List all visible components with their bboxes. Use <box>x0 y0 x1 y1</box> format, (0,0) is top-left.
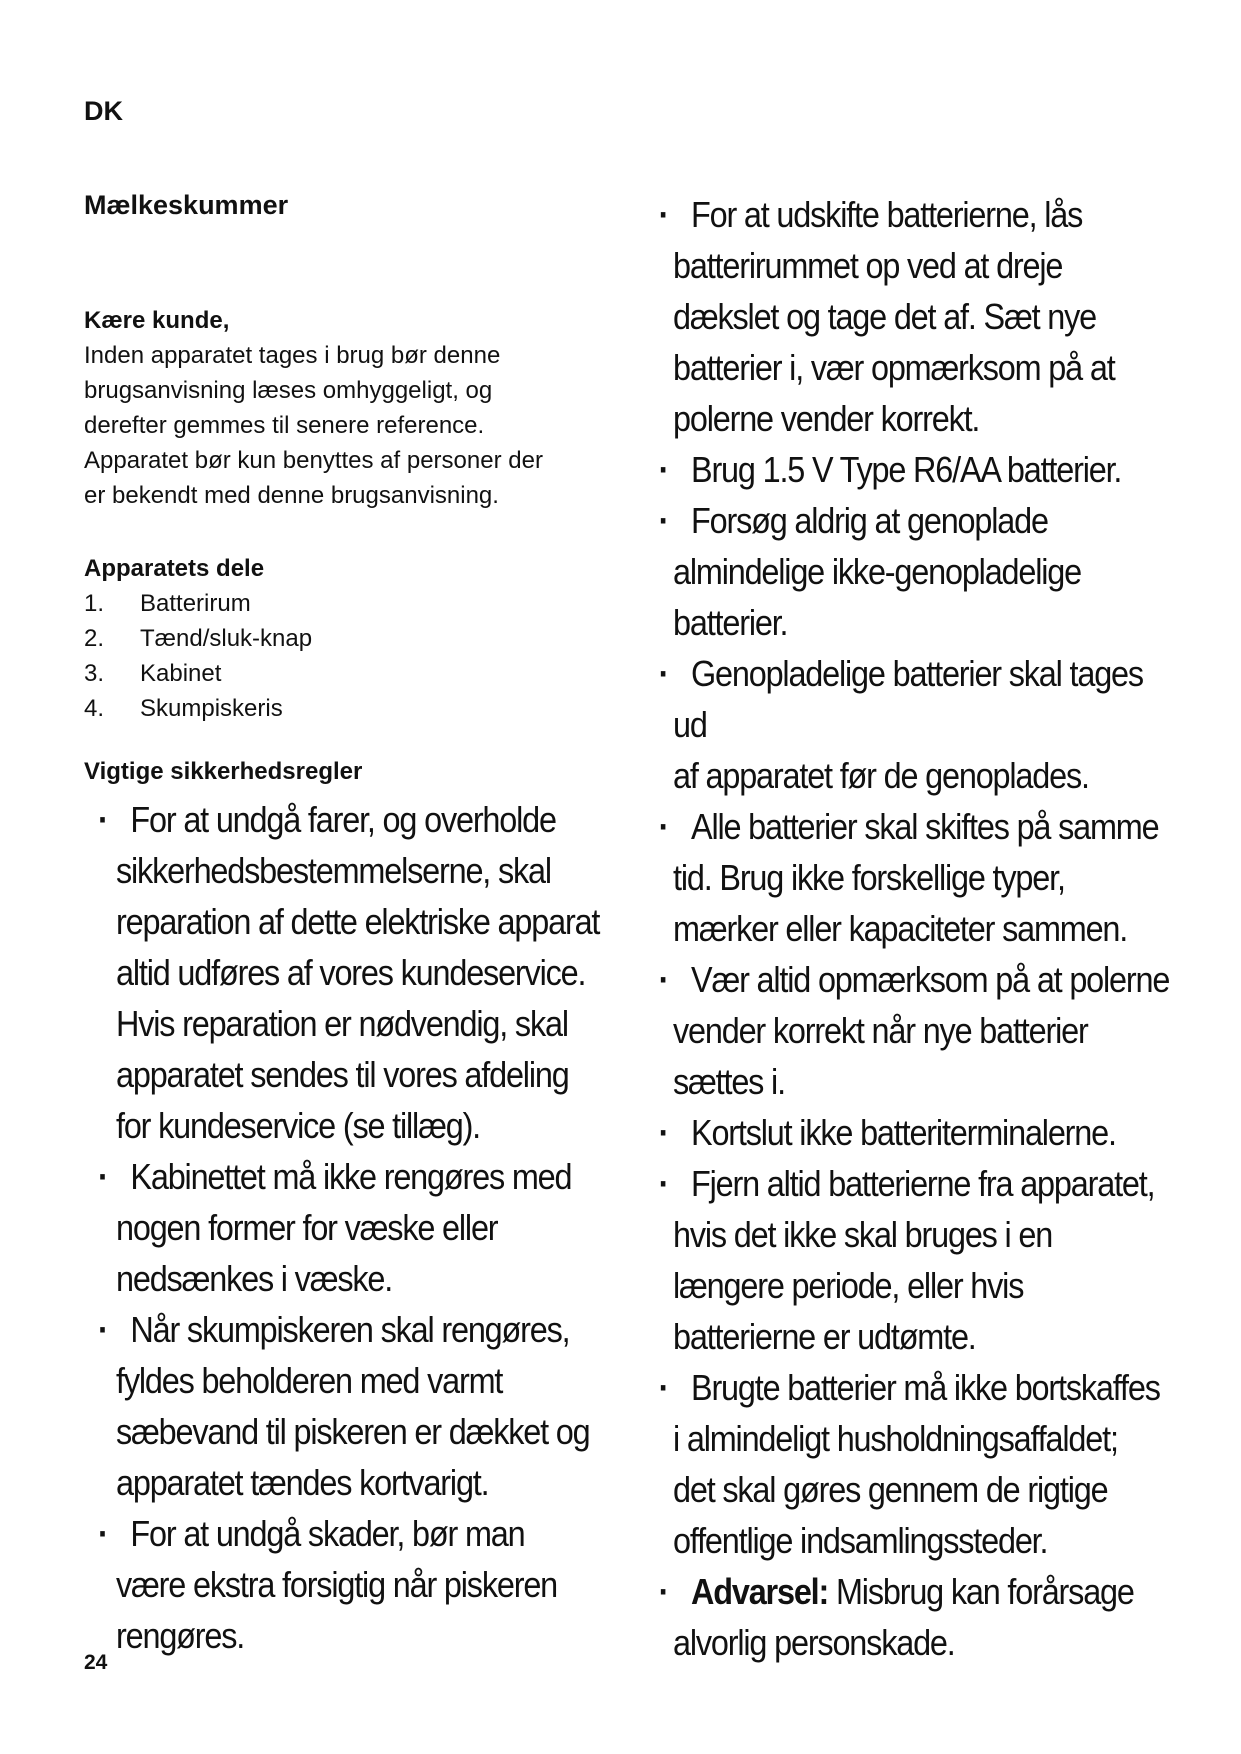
parts-item-label: Batterirum <box>140 590 251 617</box>
safety-rule-text: Brugte batterier må ikke bortskaffes i almindeligt husholdningsaffaldet; det skal gøres gennem de rigtige offentlige indsamlingssteder. <box>673 1367 1160 1561</box>
safety-rule <box>658 1107 1179 1158</box>
intro-section <box>84 303 604 513</box>
safety-rule <box>98 1304 609 1508</box>
parts-list-item <box>84 621 604 656</box>
parts-item-number: 3. <box>84 660 105 687</box>
page-number: 24 <box>84 1651 108 1674</box>
safety-rule <box>98 794 609 1151</box>
page-title: Mælkeskummer <box>84 190 289 220</box>
safety-rule <box>98 1151 609 1304</box>
safety-rule-text: For at undgå skader, bør man være ekstra forsigtig når piskeren rengøres. <box>116 1513 558 1656</box>
parts-list <box>84 586 604 726</box>
safety-rule <box>658 954 1179 1107</box>
safety-rules-left <box>98 794 609 1661</box>
parts-item-number: 4. <box>84 695 105 722</box>
safety-rule <box>658 189 1179 444</box>
parts-item-label: Tænd/sluk-knap <box>140 625 313 652</box>
safety-rule-text: Når skumpiskeren skal rengøres, fyldes beholderen med varmt sæbevand til piskeren er dækket og apparatet tændes kortvarigt. <box>116 1309 590 1503</box>
safety-rule-text: Kortslut ikke batteriterminalerne. <box>691 1112 1116 1153</box>
bullet-icon: · <box>658 449 669 490</box>
safety-rule <box>658 444 1179 495</box>
safety-rule <box>658 495 1179 648</box>
parts-item-number: 1. <box>84 590 105 617</box>
bullet-icon: · <box>658 1112 669 1153</box>
language-code: DK <box>84 96 123 126</box>
safety-rule <box>98 1508 609 1661</box>
parts-item-label: Kabinet <box>140 660 222 687</box>
bullet-icon: · <box>98 1156 108 1197</box>
bullet-icon: · <box>658 806 669 847</box>
parts-item-number: 2. <box>84 625 105 652</box>
bullet-icon: · <box>658 653 669 694</box>
bullet-icon: · <box>98 799 108 840</box>
safety-rule-text: Vær altid opmærksom på at polerne vender korrekt når nye batterier sættes i. <box>673 959 1170 1102</box>
safety-rule-text: For at udskifte batterierne, lås batterirummet op ved at dreje dækslet og tage det af. Sæt nye batterier i, vær opmærksom på at polerne vender korrekt. <box>673 194 1115 439</box>
parts-list-item <box>84 586 604 621</box>
safety-rule <box>658 648 1179 801</box>
bullet-icon: · <box>658 1367 669 1408</box>
bullet-icon: · <box>98 1309 108 1350</box>
bullet-icon: · <box>658 1163 669 1204</box>
safety-rule <box>658 801 1179 954</box>
safety-rule-text: Kabinettet må ikke rengøres med nogen former for væske eller nedsænkes i væske. <box>116 1156 572 1299</box>
bullet-icon: · <box>658 959 669 1000</box>
safety-rule-text: Genopladelige batterier skal tages ud af apparatet før de genoplades. <box>673 653 1143 796</box>
safety-rule <box>658 1362 1179 1566</box>
safety-rule-text: For at undgå farer, og overholde sikkerhedsbestemmelserne, skal reparation af dette elektriske apparat altid udføres af vores kundeservice. Hvis reparation er nødvendig, skal apparatet sendes til vores afdeling for kundeservice (se tillæg). <box>116 799 600 1146</box>
parts-section <box>84 551 604 726</box>
safety-rule-text: Alle batterier skal skiftes på samme tid. Brug ikke forskellige typer, mærker eller kapaciteter sammen. <box>673 806 1159 949</box>
safety-rule <box>658 1158 1179 1362</box>
parts-item-label: Skumpiskeris <box>140 695 283 722</box>
intro-text: Inden apparatet tages i brug bør denne brugsanvisning læses omhyggeligt, og derefter gemmes til senere reference. Apparatet bør kun benyttes af personer der er bekendt med denne brugsanvisning. <box>84 342 543 509</box>
safety-rule-text: Forsøg aldrig at genoplade almindelige ikke-genopladelige batterier. <box>673 500 1082 643</box>
intro-greeting: Kære kunde, <box>84 307 230 334</box>
warning-rule <box>658 1566 1179 1668</box>
warning-label: Advarsel: <box>691 1571 829 1612</box>
safety-title: Vigtige sikkerhedsregler <box>84 758 363 785</box>
warning-text: Misbrug kan forårsage alvorlig personskade. <box>673 1571 1134 1663</box>
bullet-icon: · <box>98 1513 108 1554</box>
safety-rules-right <box>658 189 1179 1668</box>
safety-rule-text: Fjern altid batterierne fra apparatet, hvis det ikke skal bruges i en længere periode, eller hvis batterierne er udtømte. <box>673 1163 1155 1357</box>
bullet-icon: · <box>658 1571 669 1612</box>
parts-title: Apparatets dele <box>84 555 265 582</box>
parts-list-item <box>84 656 604 691</box>
parts-list-item <box>84 691 604 726</box>
safety-rule-text: Brug 1.5 V Type R6/AA batterier. <box>691 449 1122 490</box>
bullet-icon: · <box>658 500 669 541</box>
bullet-icon: · <box>658 194 669 235</box>
